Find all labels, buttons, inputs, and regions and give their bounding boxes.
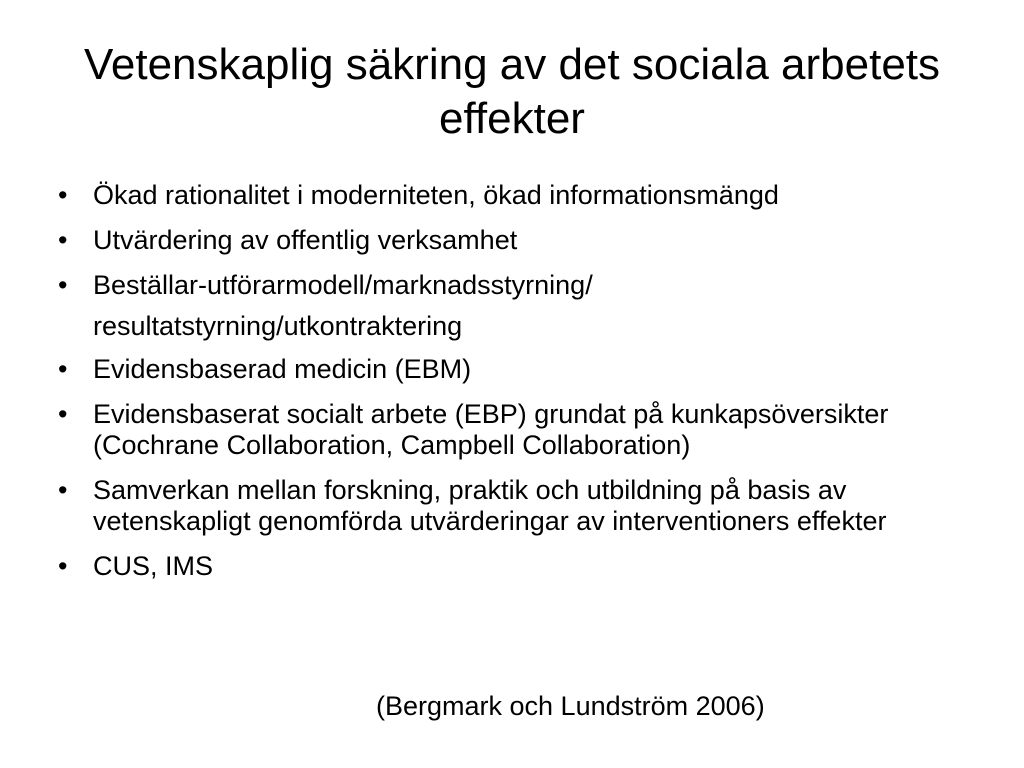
bullet-text: Ökad rationalitet i moderniteten, ökad informationsmängd bbox=[93, 180, 779, 210]
bullet-dot: • bbox=[58, 475, 68, 505]
bullet-item bbox=[56, 399, 986, 461]
citation: (Bergmark och Lundström 2006) bbox=[376, 691, 765, 721]
bullet-list bbox=[56, 180, 986, 596]
bullet-dot: • bbox=[58, 225, 68, 255]
bullet-dot: • bbox=[58, 399, 68, 429]
bullet-text: CUS, IMS bbox=[93, 551, 214, 581]
bullet-item bbox=[56, 475, 986, 537]
bullet-text: Samverkan mellan forskning, praktik och utbildning på basis av vetenskapligt genomförda utvärderingar av interventioners effekter bbox=[93, 475, 887, 536]
bullet-text: resultatstyrning/utkontraktering bbox=[93, 311, 463, 341]
bullet-text: Evidensbaserat socialt arbete (EBP) grundat på kunkapsöversikter (Cochrane Collaboration, Campbell Collaboration) bbox=[93, 399, 889, 460]
bullet-text: Utvärdering av offentlig verksamhet bbox=[93, 225, 518, 255]
bullet-dot: • bbox=[58, 551, 68, 581]
bullet-dot: • bbox=[58, 354, 68, 384]
slide-title: Vetenskaplig säkring av det sociala arbetets effekter bbox=[83, 40, 941, 143]
bullet-text: Beställar-utförarmodell/marknadsstyrning/ bbox=[93, 270, 593, 300]
bullet-item bbox=[56, 225, 986, 256]
bullet-item bbox=[56, 354, 986, 385]
bullet-item bbox=[56, 180, 986, 211]
bullet-dot: • bbox=[58, 270, 68, 300]
bullet-item bbox=[56, 270, 986, 301]
bullet-continuation-line bbox=[56, 311, 986, 342]
bullet-item bbox=[56, 551, 986, 582]
bullet-dot: • bbox=[58, 180, 68, 210]
bullet-text: Evidensbaserad medicin (EBM) bbox=[93, 354, 472, 384]
